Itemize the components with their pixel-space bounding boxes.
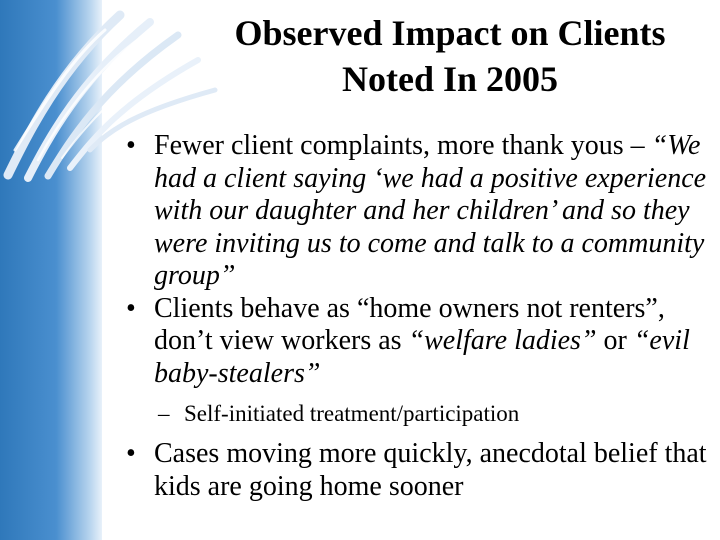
bullet-quote: “welfare ladies” xyxy=(408,325,597,356)
title-line-2: Noted In 2005 xyxy=(341,59,559,99)
bullet-text: or xyxy=(596,325,634,356)
bullet-list xyxy=(118,130,718,503)
sub-bullet-text: Self-initiated treatment/participation xyxy=(184,401,520,426)
title-line-1: Observed Impact on Clients xyxy=(234,13,666,53)
bullet-text: Fewer client complaints, more thank yous – xyxy=(154,130,652,161)
bullet-marker: • xyxy=(126,292,136,324)
bullet-item xyxy=(118,293,718,391)
bullet-marker: • xyxy=(126,130,136,161)
bullet-text: Clients behave as “home owners not renters”, don’t view workers as xyxy=(154,292,665,356)
bullet-quote: “evil baby-stealers” xyxy=(154,325,690,389)
bullet-item xyxy=(118,130,718,293)
bullet-text: Cases moving more quickly, anecdotal belief that kids are going home sooner xyxy=(154,438,707,502)
bullet-item xyxy=(118,438,718,503)
sub-bullet-marker: – xyxy=(158,401,170,426)
slide-title xyxy=(190,10,710,102)
sub-bullet-item xyxy=(118,400,718,428)
bullet-marker: • xyxy=(126,438,136,469)
bullet-quote: “We had a client saying ‘we had a positive experience with our daughter and her children’ and so they were inviting us to come and talk to a community group” xyxy=(154,130,707,291)
